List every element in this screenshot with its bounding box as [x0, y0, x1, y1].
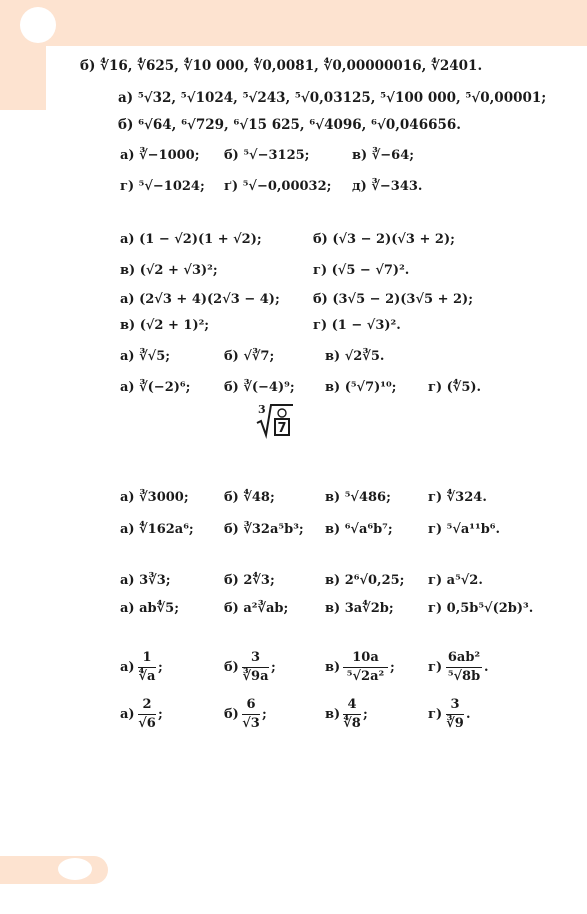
exercise-item: б) (3√5 − 2)(3√5 + 2);: [313, 292, 473, 307]
fraction-bar: [242, 714, 260, 715]
fraction-label: а): [120, 707, 135, 722]
fraction: [343, 650, 388, 688]
fraction-punctuation: .: [484, 660, 489, 675]
line-1: б) ∜16, ∜625, ∜10 000, ∜0,0081, ∜0,00000016, ∜2401.: [80, 58, 483, 74]
exercise-item: а) ∛(−2)⁶;: [120, 380, 191, 395]
exercise-item: г) ∜324.: [428, 490, 487, 505]
exercise-item: а) ∛−1000;: [120, 148, 200, 163]
exercise-item: в) (⁵√7)¹⁰;: [325, 380, 397, 395]
fraction-numerator: 1: [142, 650, 152, 665]
exercise-item: а) (1 − √2)(1 + √2);: [120, 232, 262, 247]
exercise-item: в) √2∛5.: [325, 349, 385, 364]
exercise-item: б) (√3 − 2)(√3 + 2);: [313, 232, 455, 247]
exercise-item: г) (∜5).: [428, 380, 482, 395]
exercise-item: г) (√5 − √7)².: [313, 263, 410, 278]
fraction: [446, 650, 482, 688]
fraction-bar: [343, 714, 361, 715]
fraction-bar: [343, 667, 388, 668]
exercise-item: г) ⁵√−1024;: [120, 179, 205, 194]
exercise-item: а) (2√3 + 4)(2√3 − 4);: [120, 292, 280, 307]
exercise-item: б) 2∜3;: [224, 573, 275, 588]
fraction-numerator: 4: [347, 697, 357, 712]
svg-text:7: 7: [277, 421, 287, 436]
fraction-denominator: √3: [242, 716, 260, 731]
fraction-bar: [138, 714, 156, 715]
exercise-item: а) ∛3000;: [120, 490, 189, 505]
fraction-denominator: ∜8: [343, 716, 361, 731]
fraction-punctuation: ;: [390, 660, 395, 675]
fraction: [343, 697, 361, 735]
bottom-tab-dot: [58, 858, 92, 880]
exercise-item: а) ∛√5;: [120, 349, 171, 364]
exercise-item: б) √∛7;: [224, 349, 275, 364]
top-decor-band: [0, 0, 587, 46]
fraction-label: в): [325, 707, 341, 722]
fraction-label: б): [224, 660, 239, 675]
exercise-item: г) 0,5b⁵√(2b)³.: [428, 601, 534, 616]
exercise-item: ґ) ⁵√−0,00032;: [224, 179, 332, 194]
fraction: [242, 650, 269, 688]
top-decor-dot: [20, 7, 56, 43]
exercise-item: в) 2⁶√0,25;: [325, 573, 405, 588]
fraction-denominator: √6: [138, 716, 156, 731]
fraction-punctuation: ;: [158, 660, 163, 675]
fraction-denominator: ∛9a: [242, 669, 269, 684]
exercise-item: в) (√2 + √3)²;: [120, 263, 218, 278]
fraction-bar: [242, 667, 269, 668]
cube-root-seven-icon: [255, 401, 295, 439]
page-sheet: [46, 46, 587, 914]
fraction-punctuation: ;: [262, 707, 267, 722]
exercise-item: б) a²∛ab;: [224, 601, 289, 616]
fraction-denominator: ⁵√2a²: [346, 669, 385, 684]
exercise-item: б) ∛32a⁵b³;: [224, 522, 304, 537]
exercise-item: б) ∛(−4)⁹;: [224, 380, 295, 395]
line-3: б) ⁶√64, ⁶√729, ⁶√15 625, ⁶√4096, ⁶√0,046656.: [118, 117, 461, 133]
fraction-numerator: 3: [450, 697, 460, 712]
fraction-numerator: 6: [246, 697, 256, 712]
exercise-item: в) ∛−64;: [352, 148, 415, 163]
exercise-item: г) ⁵√a¹¹b⁶.: [428, 522, 501, 537]
fraction-denominator: ⁵√8b: [447, 669, 481, 684]
fraction-punctuation: ;: [158, 707, 163, 722]
fraction-label: б): [224, 707, 239, 722]
svg-text:3: 3: [258, 403, 266, 416]
fraction-bar: [446, 714, 464, 715]
fraction-punctuation: ;: [271, 660, 276, 675]
line-2: а) ⁵√32, ⁵√1024, ⁵√243, ⁵√0,03125, ⁵√100 000, ⁵√0,00001;: [118, 90, 547, 106]
fraction: [138, 697, 156, 735]
exercise-item: в) (√2 + 1)²;: [120, 318, 210, 333]
exercise-item: а) 3∛3;: [120, 573, 171, 588]
fraction-label: в): [325, 660, 341, 675]
exercise-item: в) ⁶√a⁶b⁷;: [325, 522, 393, 537]
exercise-item: г) (1 − √3)².: [313, 318, 401, 333]
fraction-label: г): [428, 707, 443, 722]
fraction-numerator: 3: [250, 650, 261, 665]
fraction-label: а): [120, 660, 135, 675]
exercise-item: а) ab∜5;: [120, 601, 180, 616]
fraction-punctuation: .: [466, 707, 471, 722]
exercise-item: б) ⁵√−3125;: [224, 148, 310, 163]
fraction-denominator: ∛9: [446, 716, 464, 731]
fraction: [446, 697, 464, 735]
exercise-item: б) ∜48;: [224, 490, 275, 505]
exercise-item: г) a⁵√2.: [428, 573, 483, 588]
fraction: [242, 697, 260, 735]
fraction-denominator: ∜a: [138, 669, 156, 684]
fraction: [138, 650, 156, 688]
fraction-bar: [138, 667, 156, 668]
fraction-numerator: 6ab²: [447, 650, 481, 665]
exercise-item: а) ∜162a⁶;: [120, 522, 194, 537]
fraction-bar: [446, 667, 482, 668]
exercise-item: в) ⁵√486;: [325, 490, 391, 505]
exercise-item: в) 3a∜2b;: [325, 601, 394, 616]
fraction-numerator: 10a: [352, 650, 379, 665]
fraction-punctuation: ;: [363, 707, 368, 722]
fraction-label: г): [428, 660, 443, 675]
fraction-numerator: 2: [142, 697, 152, 712]
exercise-item: д) ∛−343.: [352, 179, 423, 194]
